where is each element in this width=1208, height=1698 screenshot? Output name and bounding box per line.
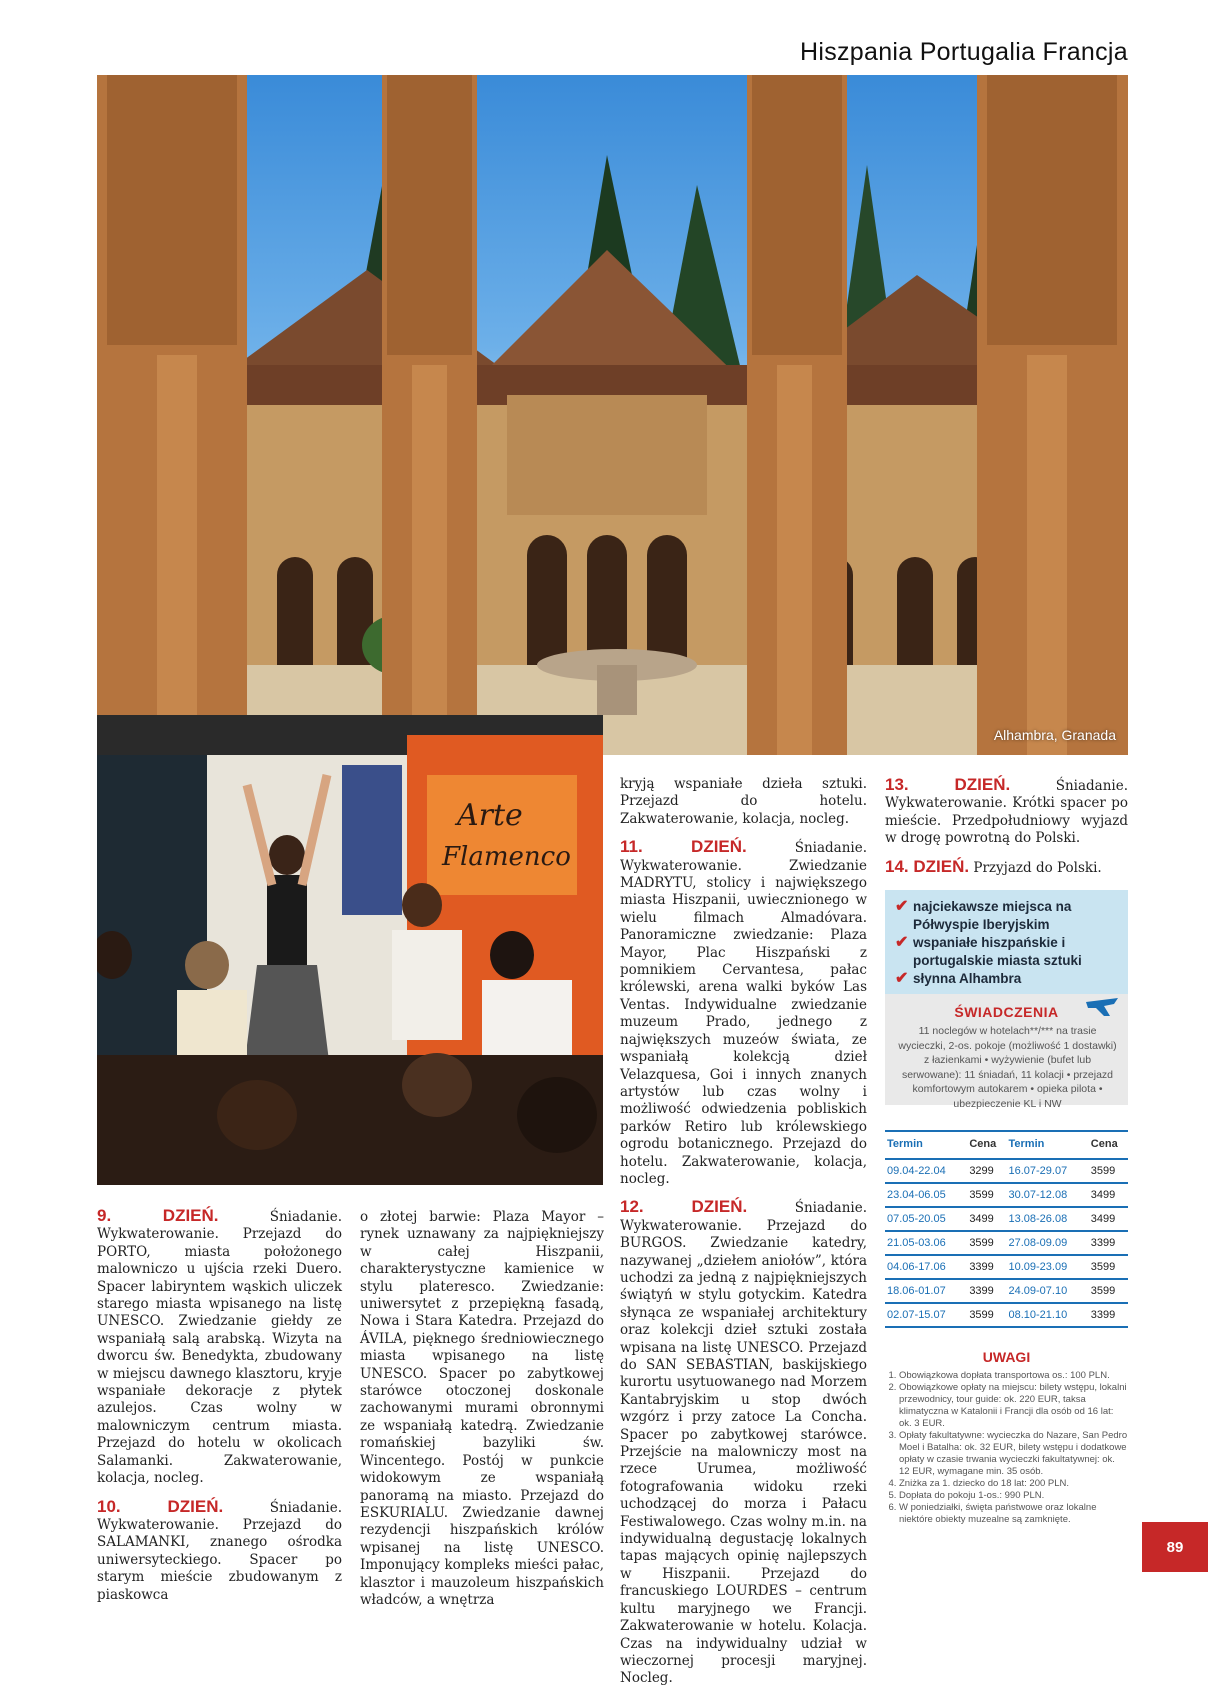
note-item: 5. Dopłata do pokoju 1-os.: 990 PLN. xyxy=(899,1490,1128,1502)
table-row xyxy=(885,1255,1128,1279)
date-cell: 23.04-06.05 xyxy=(885,1183,967,1207)
day-13 xyxy=(885,776,1128,848)
check-icon: ✔ xyxy=(895,934,909,951)
day-10-end: kryją wspaniałe dzieła sztuki. Przejazd do hotelu. Zakwaterowanie, kolacja, nocleg. xyxy=(620,776,867,827)
highlight-item xyxy=(895,970,1120,988)
date-cell: 16.07-29.07 xyxy=(1006,1159,1088,1183)
note-item: 4. Zniżka za 1. dziecko do 18 lat: 200 PLN. xyxy=(899,1478,1128,1490)
day-12-heading: 12. DZIEŃ. xyxy=(620,1197,748,1217)
price-cell: 3399 xyxy=(967,1255,1006,1279)
day-13-heading: 13. DZIEŃ. xyxy=(885,775,1011,794)
date-cell: 09.04-22.04 xyxy=(885,1159,967,1183)
day-11-text: Śniadanie. Wykwaterowanie. Zwiedzanie MADRYTU, stolicy i największego miasta Hiszpanii, uwiecznionego w wielu filmach Almadóvara. Panoramiczne zwiedzanie: Plaza Mayor, Plac Hiszpański z pomnikiem Cervantesa, pałac królewski, arena walki byków Las Ventas. Indywidualne zwiedzanie muzeum Prado, jednego z największych muzeów świata, ze wspaniałą kolekcją dzieł Velazquesa, Goi i innych znanych artystów lub czas wolny i możliwość odwiedzenia pobliskich parków Retiro lub królewskiego ogrodu botanicznego. Przejazd do hotelu. Zakwaterowanie, kolacja, nocleg. xyxy=(620,840,868,1187)
note-item: 2. Obowiązkowe opłaty na miejscu: bilety wstępu, lokalni przewodnicy, tour guide: ok. 220 EUR, taksa klimatyczna w Katalonii i Francji dla osób od 16 lat: ok. 3 EUR. xyxy=(899,1382,1128,1430)
price-cell: 3499 xyxy=(1089,1183,1128,1207)
check-icon: ✔ xyxy=(895,898,909,915)
notes-title: UWAGI xyxy=(982,1349,1031,1365)
notes-list xyxy=(885,1370,1128,1526)
text-column-1 xyxy=(97,1207,342,1614)
day-14-heading: 14. DZIEŃ. xyxy=(885,856,970,876)
photo-caption: Alhambra, Granada xyxy=(993,727,1116,743)
day-11-heading: 11. DZIEŃ. xyxy=(620,837,747,857)
day-12-text: Śniadanie. Wykwaterowanie. Przejazd do BURGOS. Zwiedzanie katedry, nazywanej „dziełem aniołów”, która uchodzi za jedną z najpiękniejszych świątyń w stylu gotyckim. Katedra słynąca ze wspaniałej architektury oraz kolekcji dzieł sztuki została wpisana na listę UNESCO. Przejazd do SAN SEBASTIAN, baskijskiego kurortu usytuowanego nad Morzem Kantabryjskim u stop dwóch wzgórz i przy zatoce La Concha. Spacer po zabytkowej starówce. Przejście na malowniczy most na rzece Urumea, możliwość fotografowania widoku rzeki uchodzącej do morza i Pałacu Festiwalowego. Czas wolny m.in. na indywidualną degustację lokalnych tapas mających opinię najlepszych w Hiszpanii. Przejazd do francuskiego LOURDES – centrum kultu maryjnego we Francji. Zakwaterowanie w hotelu. Kolacja. Czas na indywidualny udział w wieczornej procesji maryjnej. Nocleg. xyxy=(620,1200,867,1687)
date-cell: 07.05-20.05 xyxy=(885,1207,967,1231)
day-10-heading: 10. DZIEŃ. xyxy=(97,1496,224,1516)
highlight-text: słynna Alhambra xyxy=(913,971,1022,986)
table-row xyxy=(885,1207,1128,1231)
price-cell: 3299 xyxy=(967,1159,1006,1183)
plane-icon xyxy=(1084,996,1120,1018)
date-cell: 27.08-09.09 xyxy=(1006,1231,1088,1255)
highlight-item xyxy=(895,934,1120,970)
table-row xyxy=(885,1231,1128,1255)
price-cell: 3599 xyxy=(1089,1279,1128,1303)
benefits-title: ŚWIADCZENIA xyxy=(954,1004,1059,1020)
flamenco-illustration xyxy=(97,715,603,1185)
main-photo xyxy=(97,75,1128,755)
svg-text:Arte: Arte xyxy=(457,798,523,833)
price-cell: 3399 xyxy=(1089,1231,1128,1255)
price-cell: 3499 xyxy=(967,1207,1006,1231)
text-column-3 xyxy=(620,776,867,1698)
price-cell: 3499 xyxy=(1089,1207,1128,1231)
date-cell: 21.05-03.06 xyxy=(885,1231,967,1255)
highlight-text: wspaniałe hiszpańskie i portugalskie miasta sztuki xyxy=(913,935,1082,968)
price-cell: 3599 xyxy=(967,1183,1006,1207)
page-title: Hiszpania Portugalia Francja xyxy=(799,38,1128,66)
text-column-4 xyxy=(885,776,1128,887)
column-header: Cena xyxy=(967,1131,1006,1159)
day-13-text: Śniadanie. Wykwaterowanie. Krótki spacer po mieście. Przedpołudniowy wyjazd w drogę powrotną do Polski. xyxy=(885,778,1128,847)
table-header-row xyxy=(885,1131,1128,1159)
column-header: Termin xyxy=(885,1131,967,1159)
day-14-text: Przyjazd do Polski. xyxy=(973,859,1102,876)
price-cell: 3599 xyxy=(1089,1159,1128,1183)
day-10-text: Śniadanie. Wykwaterowanie. Przejazd do SALAMANKI, znanego ośrodka uniwersyteckiego. Spacer po starym mieście zbudowanym z piaskowca xyxy=(97,1499,342,1603)
date-cell: 02.07-15.07 xyxy=(885,1303,967,1327)
alhambra-illustration xyxy=(97,75,1128,755)
day-14 xyxy=(885,858,1128,877)
day-9-text: Śniadanie. Wykwaterowanie. Przejazd do PORTO, miasta położonego malowniczo u ujścia rzeki Duero. Spacer labiryntem wąskich uliczek starego miasta wpisanego na listę UNESCO. Zwiedzanie giełdy ze wspaniałą salą arabską. Wizyta na dworcu św. Benedykta, zbudowany w miejscu dawnego klasztoru, kryje wspaniałe dekoracje z płytek azulejos. Czas wolny w malowniczym centrum miasta. Przejazd do hotelu w okolicach Salamanki. Zakwaterowanie, kolacja, nocleg. xyxy=(97,1209,342,1487)
column-header: Cena xyxy=(1089,1131,1128,1159)
date-cell: 08.10-21.10 xyxy=(1006,1303,1088,1327)
day-10 xyxy=(97,1498,342,1604)
day-10-continued: o złotej barwie: Plaza Mayor – rynek uznawany za najpiękniejszy w całej Hiszpanii, charakterystyczne kamienice w stylu plateresco. Zwiedzanie: uniwersytet z przepiękną fasadą, Nowa i Stara Katedra. Przejazd do ÁVILA, pięknego średniowiecznego miasta wpisanego na listę UNESCO. Spacer po zabytkowej starówce otoczonej doskonale zachowanymi murami obronnymi ze wspaniałą katedrą. Zwiedzanie romańskiej bazyliki św. Wincentego. Postój w punkcie widokowym ze wspaniałą panoramą na miasto. Przejazd do ESKURIALU. Zwiedzanie dawnej rezydencji hiszpańskich królów wpisanej na listę UNESCO. Imponujący kompleks mieści pałac, klasztor i mauzoleum hiszpańskich władców, a wnętrza xyxy=(360,1209,604,1608)
date-cell: 10.09-23.09 xyxy=(1006,1255,1088,1279)
day-11 xyxy=(620,838,867,1188)
table-row xyxy=(885,1183,1128,1207)
price-cell: 3599 xyxy=(1089,1255,1128,1279)
price-table xyxy=(885,1130,1128,1328)
date-cell: 24.09-07.10 xyxy=(1006,1279,1088,1303)
day-9-heading: 9. DZIEŃ. xyxy=(97,1206,219,1225)
table-row xyxy=(885,1159,1128,1183)
day-9 xyxy=(97,1207,342,1488)
benefits-text: 11 noclegów w hotelach**/*** na trasie wycieczki, 2-os. pokoje (możliwość 1 dostawki) z łazienkami • wyżywienie (bufet lub serwowane): 11 śniadań, 11 kolacji • przejazd komfortowym autokarem • opieka pilota • ubezpieczenie KL i NW xyxy=(898,1025,1117,1110)
table-row xyxy=(885,1279,1128,1303)
page-number: 89 xyxy=(1142,1522,1208,1572)
text-column-2 xyxy=(360,1209,604,1619)
check-icon: ✔ xyxy=(895,970,909,987)
highlights-list xyxy=(885,890,1128,994)
highlight-text: najciekawsze miejsca na Półwyspie Iberyjskim xyxy=(913,899,1072,932)
price-cell: 3399 xyxy=(1089,1303,1128,1327)
highlight-item xyxy=(895,898,1120,934)
table-row xyxy=(885,1303,1128,1327)
price-cell: 3599 xyxy=(967,1303,1006,1327)
date-cell: 04.06-17.06 xyxy=(885,1255,967,1279)
note-item: 6. W poniedziałki, święta państwowe oraz lokalne niektóre obiekty muzealne są zamknięte. xyxy=(899,1502,1128,1526)
note-item: 3. Opłaty fakultatywne: wycieczka do Nazare, San Pedro Moel i Batalha: ok. 32 EUR, bilety wstępu i dodatkowe opłaty w czasie trwania wycieczki fakultatywnej: ok. 12 EUR, wymagane min. 35 osób. xyxy=(899,1430,1128,1478)
highlights-box xyxy=(885,890,1128,1110)
price-cell: 3399 xyxy=(967,1279,1006,1303)
date-cell: 30.07-12.08 xyxy=(1006,1183,1088,1207)
note-item: 1. Obowiązkowa dopłata transportowa os.: 100 PLN. xyxy=(899,1370,1128,1382)
date-cell: 18.06-01.07 xyxy=(885,1279,967,1303)
price-cell: 3599 xyxy=(967,1231,1006,1255)
svg-text:Flamenco: Flamenco xyxy=(442,842,571,872)
column-header: Termin xyxy=(1006,1131,1088,1159)
day-12 xyxy=(620,1198,867,1687)
flamenco-photo xyxy=(97,715,603,1185)
date-cell: 13.08-26.08 xyxy=(1006,1207,1088,1231)
